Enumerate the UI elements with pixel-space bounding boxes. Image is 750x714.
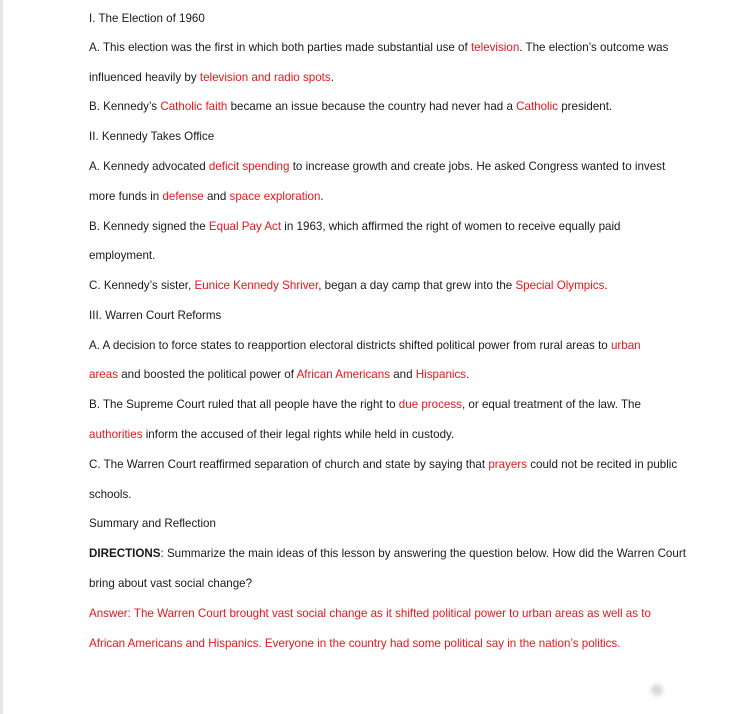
page-edge xyxy=(0,0,3,714)
section-heading-kennedy-takes-office: II. Kennedy Takes Office xyxy=(89,130,215,143)
answer-text: Catholic faith xyxy=(160,100,228,113)
note-line: schools. xyxy=(89,488,132,501)
answer-text: Special Olympics xyxy=(515,279,605,292)
answer-text: prayers xyxy=(488,458,527,471)
note-line: C. Kennedy’s sister, Eunice Kennedy Shriver, began a day camp that grew into the Special Olympics. xyxy=(89,279,608,292)
page-marker xyxy=(651,684,663,696)
answer-text: due process xyxy=(398,398,462,411)
answer-text: areas xyxy=(89,368,119,381)
answer-text: urban xyxy=(610,339,641,352)
answer-line xyxy=(89,606,651,622)
answer-text: Catholic xyxy=(516,100,559,113)
answer-text: African Americans xyxy=(296,368,390,381)
section-heading-summary: Summary and Reflection xyxy=(89,517,216,530)
note-line: areas and boosted the political power of African Americans and Hispanics. xyxy=(89,368,470,381)
note-line: C. The Warren Court reaffirmed separation of church and state by saying that prayers could not be recited in public xyxy=(89,458,678,471)
answer-text: defense xyxy=(162,190,204,203)
note-line: employment. xyxy=(89,249,156,262)
answer-text: Answer: The Warren Court brought vast social change as it shifted political power to urban areas as well as to xyxy=(89,607,651,620)
note-line: A. A decision to force states to reapportion electoral districts shifted political power from rural areas to urban xyxy=(89,339,641,352)
note-line: more funds in defense and space exploration. xyxy=(89,190,324,203)
section-heading-warren-court: III. Warren Court Reforms xyxy=(89,309,222,322)
note-line: B. The Supreme Court ruled that all people have the right to due process, or equal treatment of the law. The xyxy=(89,398,641,411)
note-line: influenced heavily by television and radio spots. xyxy=(89,71,334,84)
note-line: A. This election was the first in which both parties made substantial use of television. The election’s outcome was xyxy=(89,41,669,54)
answer-text: authorities xyxy=(89,428,143,441)
answer-text: Hispanics xyxy=(415,368,467,381)
note-line: B. Kennedy signed the Equal Pay Act in 1963, which affirmed the right of women to receive equally paid xyxy=(89,220,621,233)
note-line: B. Kennedy’s Catholic faith became an issue because the country had never had a Catholic president. xyxy=(89,100,613,113)
answer-text: Eunice Kennedy Shriver xyxy=(194,279,319,292)
directions-line: DIRECTIONS: Summarize the main ideas of this lesson by answering the question below. How did the Warren Court xyxy=(89,547,686,560)
directions-label: DIRECTIONS xyxy=(89,547,161,560)
section-heading-election-1960: I. The Election of 1960 xyxy=(89,12,205,25)
answer-text: African Americans and Hispanics. Everyone in the country had some political say in the nation’s politics. xyxy=(89,637,621,650)
answer-text: space exploration xyxy=(229,190,321,203)
note-line: authorities inform the accused of their legal rights while held in custody. xyxy=(89,428,455,441)
answer-text: deficit spending xyxy=(208,160,290,173)
answer-text: Equal Pay Act xyxy=(208,220,282,233)
answer-text: television and radio spots xyxy=(199,71,331,84)
question-line: bring about vast social change? xyxy=(89,577,253,590)
answer-text: television xyxy=(470,41,520,54)
note-line: A. Kennedy advocated deficit spending to increase growth and create jobs. He asked Congress wanted to invest xyxy=(89,160,666,173)
answer-line xyxy=(89,636,620,652)
